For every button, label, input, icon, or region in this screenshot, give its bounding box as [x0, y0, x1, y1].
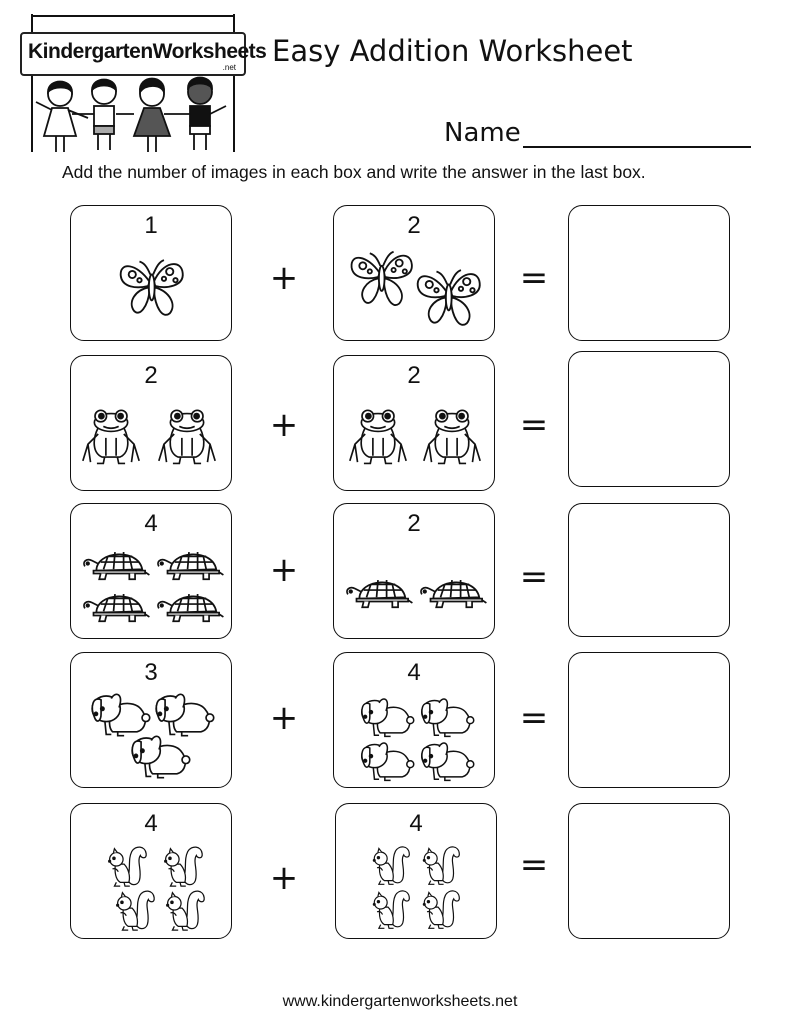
squirrel-icon — [416, 842, 462, 888]
problem-1-right-box — [333, 205, 495, 341]
butterfly-icon — [412, 260, 484, 332]
problem-1-right-count: 2 — [407, 212, 421, 239]
problem-4-answer-box[interactable] — [568, 652, 730, 788]
name-label: Name — [444, 118, 521, 148]
equals-sign: = — [519, 405, 549, 445]
butterfly-icon — [346, 242, 416, 312]
problem-2-right-box — [333, 355, 495, 491]
problem-1-left-count: 1 — [144, 212, 158, 239]
logo-text: KindergartenWorksheets — [28, 40, 267, 63]
problem-1-answer-box[interactable] — [568, 205, 730, 341]
problem-4-right-count: 4 — [407, 659, 421, 686]
problem-5-right-count: 4 — [409, 810, 423, 837]
squirrel-icon — [101, 842, 149, 890]
frog-icon — [155, 402, 219, 466]
squirrel-icon — [109, 886, 157, 934]
squirrel-icon — [159, 886, 207, 934]
turtle-icon — [416, 570, 488, 613]
equals-sign: = — [519, 258, 549, 298]
problem-1-left-box — [70, 205, 232, 341]
equals-sign: = — [519, 698, 549, 738]
problem-5-left-count: 4 — [144, 810, 158, 837]
frog-icon — [346, 402, 410, 466]
logo-tld: .net — [222, 63, 236, 72]
problem-4-left-count: 3 — [144, 659, 158, 686]
turtle-icon — [342, 570, 414, 613]
turtle-icon — [153, 584, 225, 627]
squirrel-icon — [157, 842, 205, 890]
equals-sign: = — [519, 845, 549, 885]
bunny-icon — [127, 725, 191, 783]
logo-sign — [20, 32, 267, 76]
problem-3-right-count: 2 — [407, 510, 421, 537]
problem-3-answer-box[interactable] — [568, 503, 730, 637]
problem-5-right-box — [335, 803, 497, 939]
instructions-text: Add the number of images in each box and write the answer in the last box. — [62, 162, 646, 182]
problem-2-answer-box[interactable] — [568, 351, 730, 487]
page-title: Easy Addition Worksheet — [272, 34, 633, 68]
problem-3-left-box — [70, 503, 232, 639]
squirrel-icon — [416, 886, 462, 932]
name-blank-line[interactable] — [523, 120, 751, 148]
problem-2-left-box — [70, 355, 232, 491]
problem-5-left-box — [70, 803, 232, 939]
squirrel-icon — [366, 842, 412, 888]
plus-sign: + — [269, 698, 299, 738]
turtle-icon — [79, 542, 151, 585]
site-logo[interactable] — [18, 14, 267, 156]
equals-sign: = — [519, 557, 549, 597]
problem-2-right-count: 2 — [407, 362, 421, 389]
name-field[interactable] — [444, 118, 751, 148]
butterfly-icon — [115, 250, 187, 322]
problem-4-right-box — [333, 652, 495, 788]
turtle-icon — [153, 542, 225, 585]
bunny-icon — [356, 733, 416, 785]
footer-url[interactable]: www.kindergartenworksheets.net — [282, 993, 518, 1010]
plus-sign: + — [269, 405, 299, 445]
problem-3-left-count: 4 — [144, 510, 158, 537]
squirrel-icon — [366, 886, 412, 932]
bunny-icon — [416, 733, 476, 785]
problem-2-left-count: 2 — [144, 362, 158, 389]
problem-3-right-box — [333, 503, 495, 639]
problem-5-answer-box[interactable] — [568, 803, 730, 939]
problem-4-left-box — [70, 652, 232, 788]
plus-sign: + — [269, 258, 299, 298]
plus-sign: + — [269, 858, 299, 898]
frog-icon — [420, 402, 484, 466]
turtle-icon — [79, 584, 151, 627]
frog-icon — [79, 402, 143, 466]
plus-sign: + — [269, 550, 299, 590]
